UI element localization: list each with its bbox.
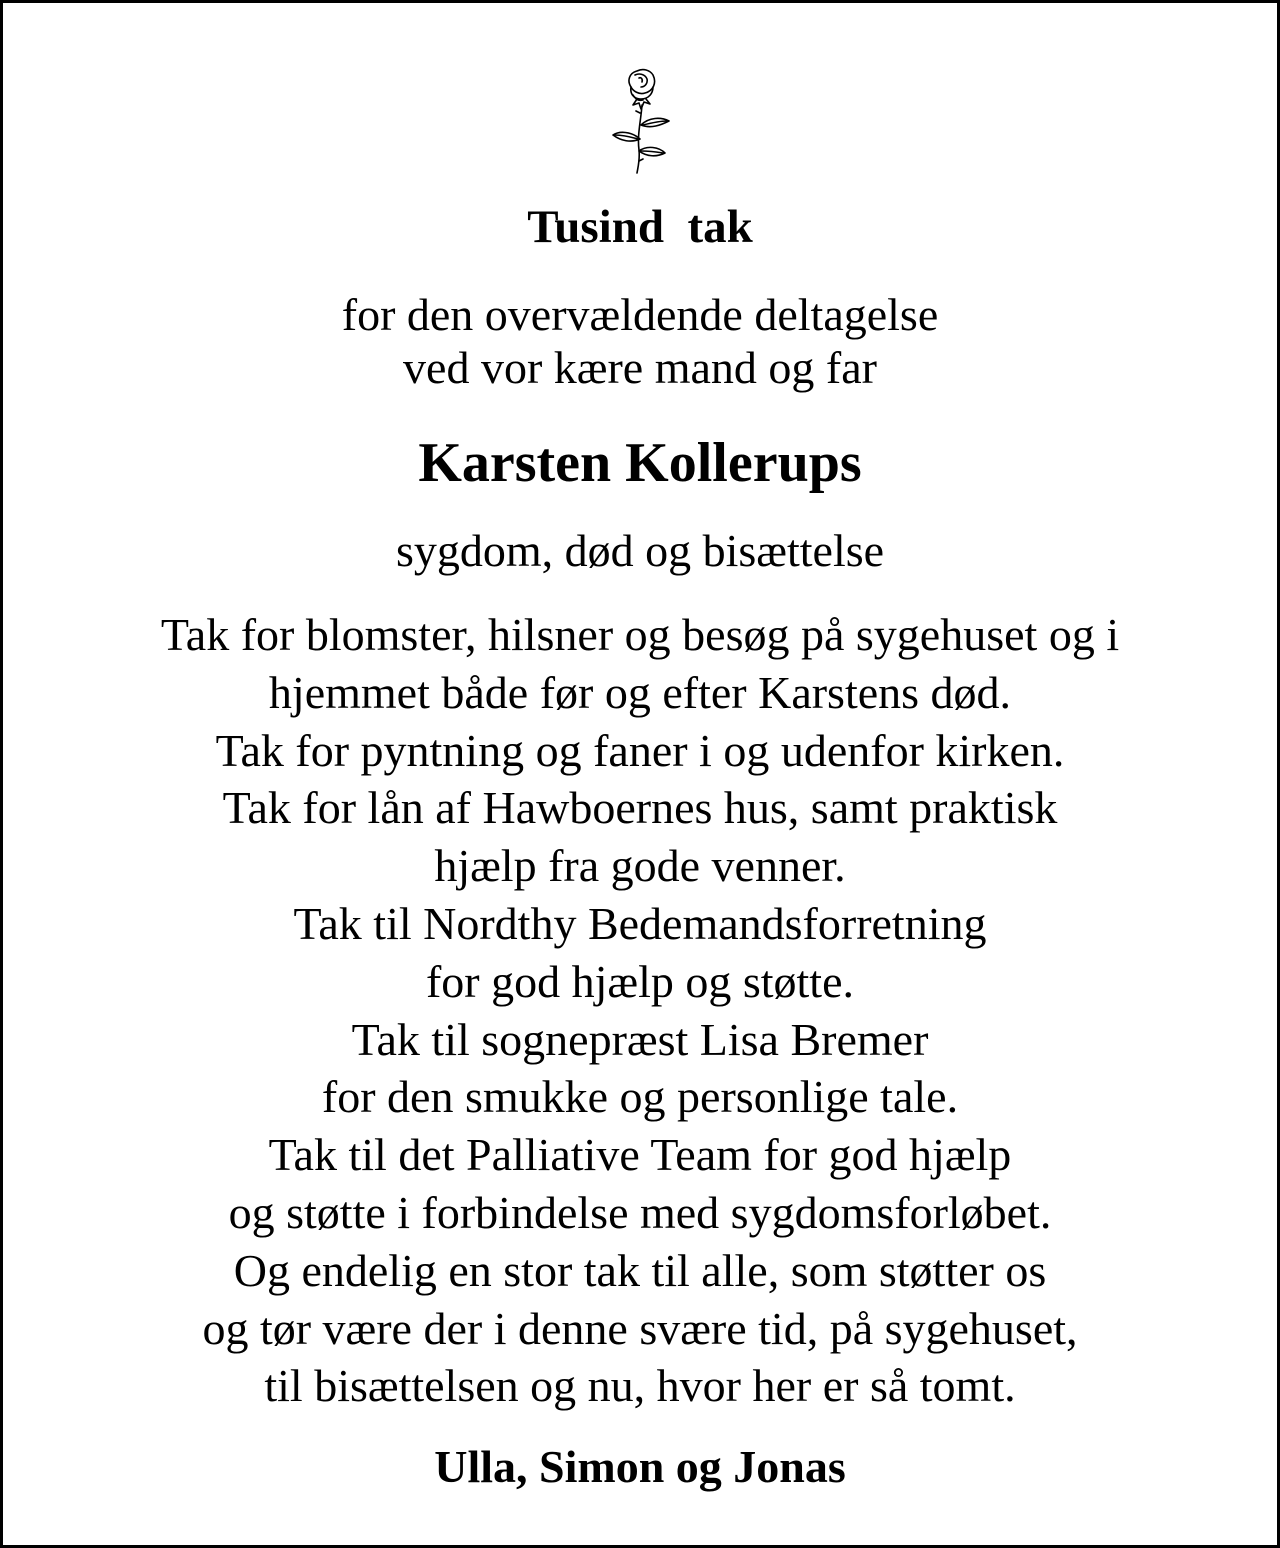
- message-line: for den smukke og personlige tale.: [321, 1071, 959, 1123]
- message-line: Tak til det Palliative Team for god hjælp: [268, 1129, 1012, 1181]
- rose-icon: [603, 65, 683, 175]
- intro-line: ved vor kære mand og far: [403, 342, 877, 393]
- deceased-name: Karsten Kollerups: [418, 432, 862, 494]
- intro-line: for den overvældende deltagelse: [341, 289, 939, 340]
- heading: Tusind tak: [527, 201, 753, 253]
- message-line: Tak til sognepræst Lisa Bremer: [351, 1013, 929, 1065]
- message-line: til bisættelsen og nu, hvor her er så tomt.: [264, 1360, 1016, 1412]
- message-line: Og endelig en stor tak til alle, som støtter os: [233, 1244, 1047, 1296]
- subline: sygdom, død og bisættelse: [395, 525, 885, 576]
- message-line: og tør være der i denne svære tid, på sygehuset,: [202, 1302, 1078, 1354]
- message-line: Tak til Nordthy Bedemandsforretning: [293, 897, 987, 949]
- message-line: Tak for lån af Hawboernes hus, samt praktisk: [222, 782, 1058, 834]
- message-line: Tak for blomster, hilsner og besøg på sygehuset og i: [160, 609, 1120, 660]
- message: [3, 606, 1277, 1415]
- message-line: hjælp fra gode venner.: [434, 840, 846, 892]
- message-line: for god hjælp og støtte.: [425, 955, 855, 1007]
- message-line: hjemmet både før og efter Karstens død.: [268, 666, 1012, 718]
- message-line: Tak for pyntning og faner i og udenfor kirken.: [215, 724, 1065, 776]
- message-line: og støtte i forbindelse med sygdomsforløbet.: [228, 1186, 1052, 1238]
- signature: Ulla, Simon og Jonas: [434, 1441, 846, 1492]
- intro: [3, 288, 1277, 394]
